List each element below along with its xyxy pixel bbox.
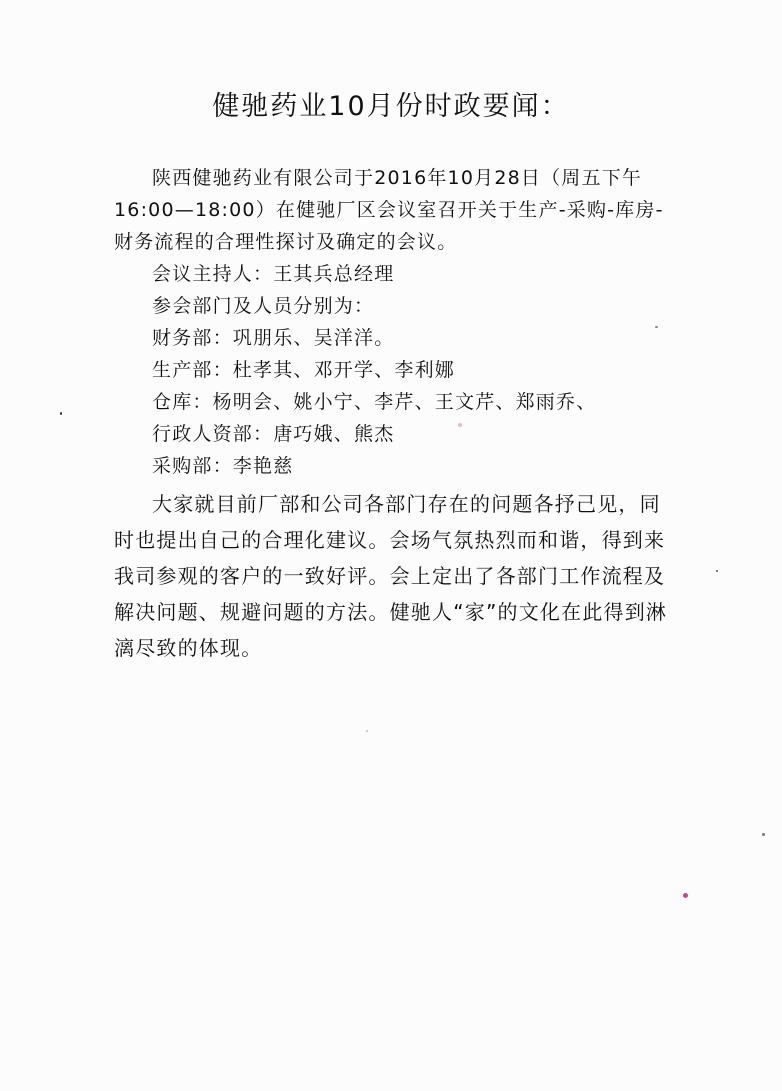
scan-speck	[716, 570, 718, 572]
scan-speck	[60, 412, 62, 415]
scan-speck	[458, 423, 462, 427]
scan-speck	[655, 326, 658, 328]
intro-paragraph: 陕西健驰药业有限公司于2016年10月28日（周五下午16:00—18:00）在健驰厂区会议室召开关于生产-采购-库房-财务流程的合理性探讨及确定的会议。	[114, 167, 664, 253]
summary-paragraph: 大家就目前厂部和公司各部门存在的问题各抒己见，同时也提出自己的合理化建议。会场气氛热烈而和谐，得到来我司参观的客户的一致好评。会上定出了各部门工作流程及解决问题、规避问题的方法。健驰人“家”的文化在此得到淋漓尽致的体现。	[114, 492, 668, 660]
attendees-heading: 参会部门及人员分别为：	[152, 295, 375, 317]
scan-speck	[762, 833, 765, 836]
host-line: 会议主持人：王其兵总经理	[152, 263, 395, 285]
document-title: 健驰药业10月份时政要闻：	[212, 91, 570, 122]
scan-speck	[366, 730, 368, 732]
scan-speck	[683, 893, 688, 898]
document-body	[114, 162, 674, 666]
department-line-warehouse: 仓库：杨明会、姚小宁、李芹、王文芹、郑雨乔、	[152, 391, 597, 413]
department-line-hr: 行政人资部：唐巧娥、熊杰	[152, 423, 395, 445]
department-line-production: 生产部：杜孝其、邓开学、李利娜	[152, 359, 456, 381]
department-line-finance: 财务部：巩朋乐、吴洋洋。	[152, 327, 395, 349]
department-line-purchasing: 采购部：李艳慈	[152, 455, 294, 477]
